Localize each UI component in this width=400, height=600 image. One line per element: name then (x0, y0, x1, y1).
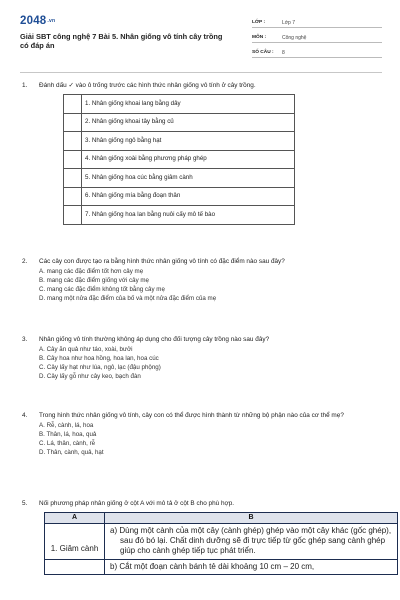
answer-option-b[interactable]: B. mang các đặc điểm giống với cây mẹ (39, 277, 149, 284)
question-number: 4. (22, 412, 28, 419)
table-row (64, 150, 295, 169)
answer-option-d[interactable]: D. Cây lấy gỗ như cây keo, bạch đàn (39, 373, 141, 380)
checkbox-cell[interactable] (64, 95, 82, 114)
method-cell: 1. Giâm cành (45, 524, 105, 560)
meta-value: Lớp 7 (282, 19, 296, 26)
matching-table (44, 512, 398, 575)
description-text: a) Dùng một cành của một cây (cành ghép) ghép vào một cây khác (gốc ghép), sau đó bó lại. Chất dinh dưỡng sẽ đi trực tiếp từ gốc ghép sang cành ghép giúp cho cành ghép tiếp tục phát triển. (110, 526, 392, 556)
meta-label: SỐ CÂU : (252, 50, 274, 56)
checkbox-cell[interactable] (64, 132, 82, 151)
method-cell: 6. Nhân giống mía bằng đoạn thân (82, 187, 295, 206)
method-cell: 4. Nhân giống xoài bằng phương pháp ghép (82, 150, 295, 169)
answer-option-b[interactable]: B. Thân, lá, hoa, quả (39, 431, 97, 438)
propagation-method-table (63, 94, 295, 225)
meta-value: 8 (282, 49, 285, 56)
meta-label: LỚP : (252, 20, 266, 26)
table-row (64, 187, 295, 206)
answer-option-b[interactable]: B. Cây hoa như hoa hồng, hoa lan, hoa cúc (39, 355, 159, 362)
method-cell: 7. Nhân giống hoa lan bằng nuôi cấy mô tế bào (82, 206, 295, 225)
answer-options (39, 267, 377, 303)
question-number: 1. (22, 82, 28, 89)
method-cell: 3. Nhân giống ngô bằng hạt (82, 132, 295, 151)
table-row (64, 132, 295, 151)
table-row (64, 113, 295, 132)
answer-option-d[interactable]: D. mang một nửa đặc điểm của bố và một nửa đặc điểm của mẹ (39, 295, 217, 302)
description-cell (105, 524, 398, 560)
answer-option-a[interactable]: A. mang các đặc điểm tốt hơn cây mẹ (39, 268, 144, 275)
meta-row-grade (252, 16, 382, 28)
table-row (64, 169, 295, 188)
table-row (45, 524, 398, 560)
method-cell: 2. Nhân giống khoai tây bằng củ (82, 113, 295, 132)
question-number: 2. (22, 258, 28, 265)
question-2 (22, 258, 377, 303)
meta-label: MÔN : (252, 35, 267, 41)
logo-tld: .vn (47, 17, 56, 24)
question-5 (22, 500, 392, 575)
checkbox-cell[interactable] (64, 206, 82, 225)
meta-row-subject (252, 31, 382, 43)
answer-option-d[interactable]: D. Thân, cành, quả, hạt (39, 449, 104, 456)
answer-option-a[interactable]: A. Cây ăn quả như táo, xoài, bưởi (39, 346, 133, 353)
description-text: b) Cắt một đoạn cành bánh tẻ dài khoảng 10 cm – 20 cm, (110, 561, 315, 571)
table-row (45, 559, 398, 574)
question-text: Trong hình thức nhân giống vô tính, cây con có thể được hình thành từ những bộ phận nào của cơ thể mẹ? (39, 412, 344, 419)
checkbox-cell[interactable] (64, 169, 82, 188)
question-text: Nối phương pháp nhân giống ở cột A với mô tả ở cột B cho phù hợp. (39, 500, 235, 507)
column-b-header: B (105, 513, 398, 524)
meta-value: Công nghệ (282, 34, 307, 41)
site-logo[interactable]: 2048.vn (20, 15, 56, 27)
column-a-header: A (45, 513, 105, 524)
header-divider (20, 72, 382, 73)
question-number: 3. (22, 336, 28, 343)
checkbox-cell[interactable] (64, 113, 82, 132)
question-3 (22, 336, 377, 381)
answer-option-c[interactable]: C. Cây lấy hạt như lúa, ngô, lạc (đậu phộng) (39, 364, 161, 371)
question-4 (22, 412, 377, 457)
answer-option-c[interactable]: C. mang các đặc điểm không tốt bằng cây mẹ (39, 286, 165, 293)
answer-option-c[interactable]: C. Lá, thân, cành, rễ (39, 440, 96, 447)
method-cell (45, 559, 105, 574)
meta-row-question-count (252, 46, 382, 58)
method-cell: 5. Nhân giống hoa cúc bằng giâm cành (82, 169, 295, 188)
checkbox-cell[interactable] (64, 150, 82, 169)
document-header (20, 14, 382, 64)
checkbox-cell[interactable] (64, 187, 82, 206)
question-text: Các cây con được tạo ra bằng hình thức nhân giống vô tính có đặc điểm nào sau đây? (39, 258, 285, 265)
answer-options (39, 345, 377, 381)
answer-option-a[interactable]: A. Rễ, cành, lá, hoa (39, 422, 94, 429)
question-1 (22, 82, 377, 225)
method-cell: 1. Nhân giống khoai lang bằng dây (82, 95, 295, 114)
table-header-row (45, 513, 398, 524)
table-row (64, 95, 295, 114)
table-row (64, 206, 295, 225)
description-cell (105, 559, 398, 574)
question-text: Đánh dấu ✓ vào ô trống trước các hình thức nhân giống vô tính ở cây trồng. (39, 82, 256, 89)
document-title: Giải SBT công nghệ 7 Bài 5. Nhân giống vô tính cây trồng có đáp án (20, 32, 223, 51)
question-number: 5. (22, 500, 28, 507)
meta-info (252, 16, 382, 61)
question-text: Nhân giống vô tính thường không áp dụng cho đối tượng cây trồng nào sau đây? (39, 336, 270, 343)
answer-options (39, 421, 377, 457)
